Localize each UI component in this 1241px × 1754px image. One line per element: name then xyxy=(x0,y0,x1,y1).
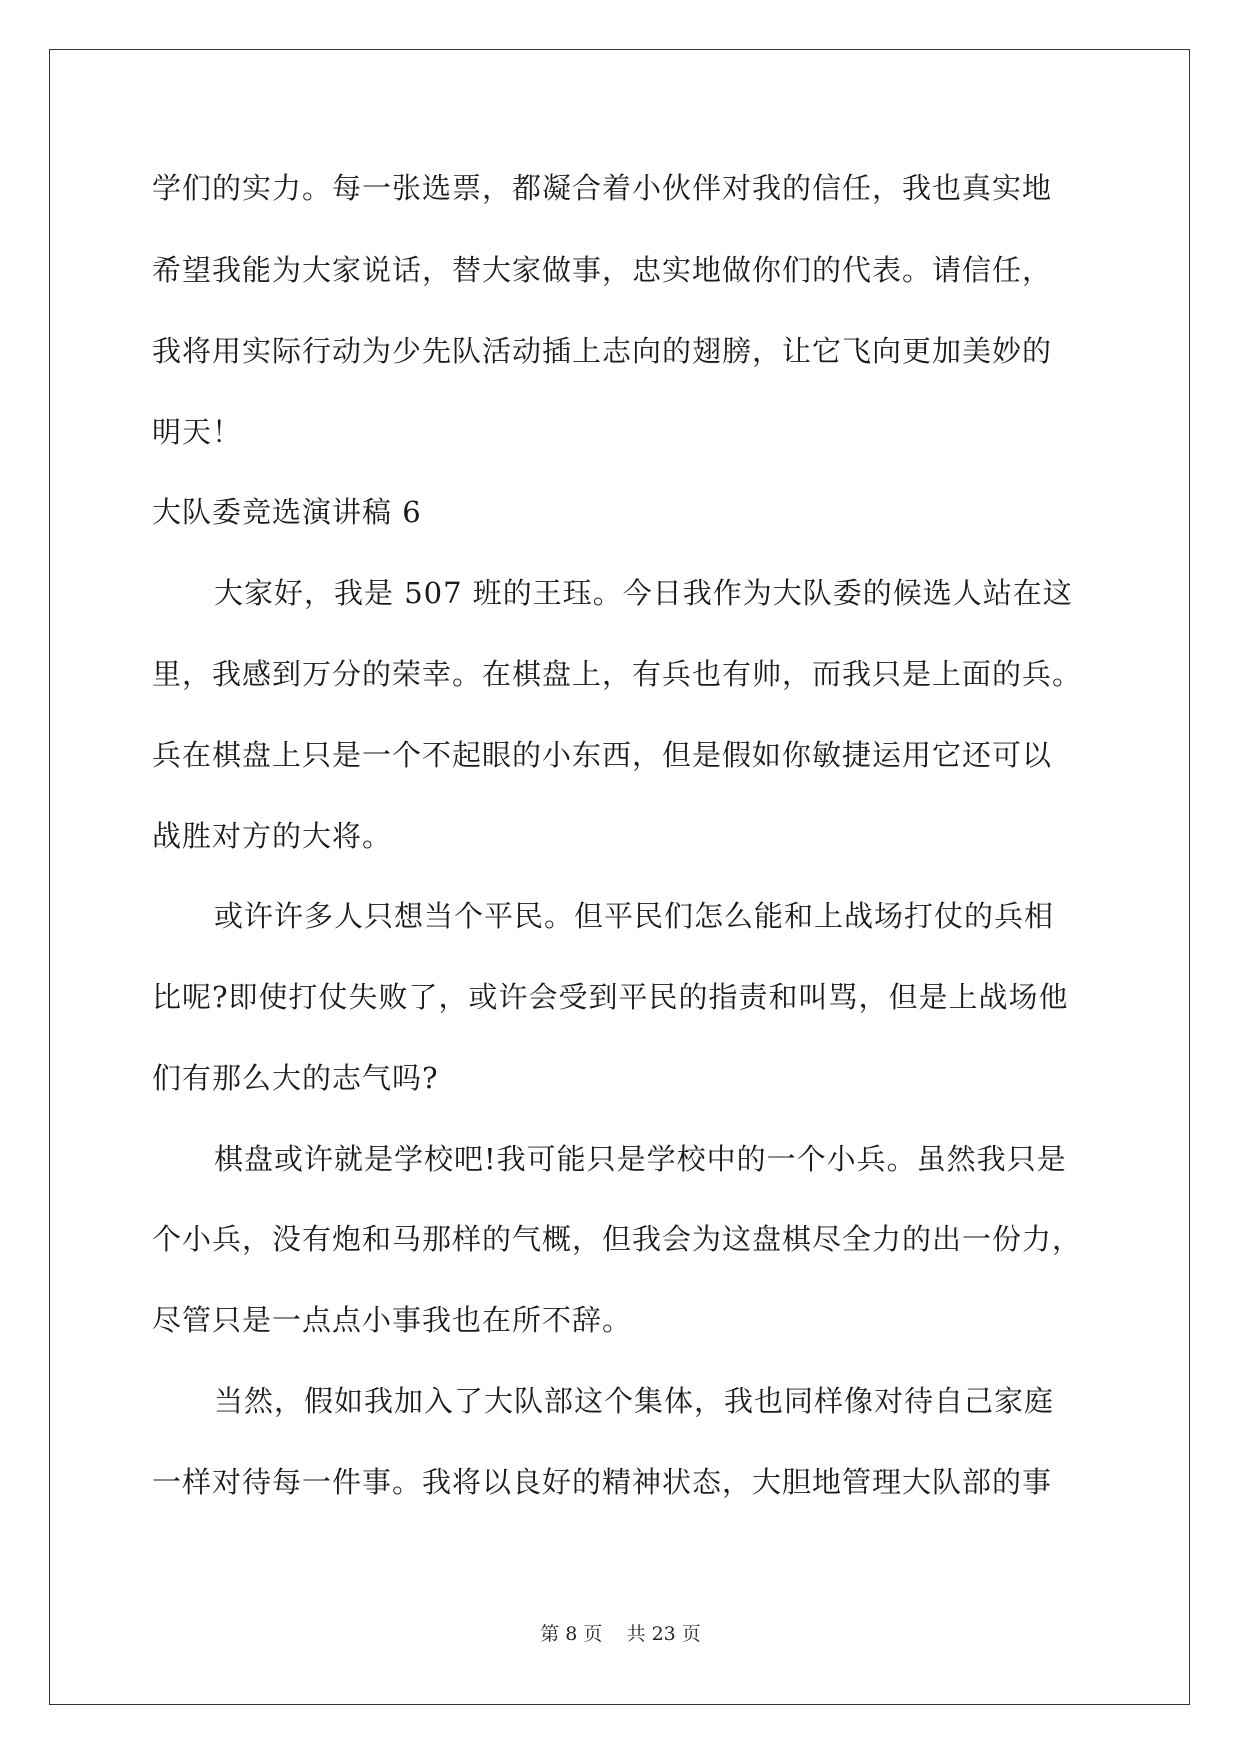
section-heading: 大队委竞选演讲稿 6 xyxy=(152,495,422,529)
paragraph-3-line-1: 棋盘或许就是学校吧!我可能只是学校中的一个小兵。虽然我只是 xyxy=(214,1142,1067,1176)
paragraph-3-line-3: 尽管只是一点点小事我也在所不辞。 xyxy=(152,1303,633,1337)
paragraph-3-line-2: 个小兵，没有炮和马那样的气概，但我会为这盘棋尽全力的出一份力， xyxy=(152,1222,1083,1256)
paragraph-1-line-4: 战胜对方的大将。 xyxy=(152,819,393,853)
body-line-2: 希望我能为大家说话，替大家做事，忠实地做你们的代表。请信任， xyxy=(152,253,1053,287)
page-footer xyxy=(0,1622,1241,1646)
paragraph-1-line-3: 兵在棋盘上只是一个不起眼的小东西，但是假如你敏捷运用它还可以 xyxy=(152,738,1053,772)
paragraph-1-line-1: 大家好，我是 507 班的王珏。今日我作为大队委的候选人站在这 xyxy=(214,576,1073,610)
page-number: 第 8 页 xyxy=(540,1623,603,1645)
paragraph-4-line-1: 当然，假如我加入了大队部这个集体，我也同样像对待自己家庭 xyxy=(214,1384,1055,1418)
paragraph-4-line-2: 一样对待每一件事。我将以良好的精神状态，大胆地管理大队部的事 xyxy=(152,1465,1053,1499)
page-border xyxy=(49,49,1190,1705)
paragraph-2-line-3: 们有那么大的志气吗? xyxy=(152,1061,439,1095)
paragraph-2-line-1: 或许许多人只想当个平民。但平民们怎么能和上战场打仗的兵相 xyxy=(214,899,1055,933)
body-line-1: 学们的实力。每一张选票，都凝合着小伙伴对我的信任，我也真实地 xyxy=(152,171,1053,205)
paragraph-1-line-2: 里，我感到万分的荣幸。在棋盘上，有兵也有帅，而我只是上面的兵。 xyxy=(152,657,1083,691)
body-line-3: 我将用实际行动为少先队活动插上志向的翅膀，让它飞向更加美妙的 xyxy=(152,334,1053,368)
total-pages: 共 23 页 xyxy=(626,1623,701,1645)
body-line-4: 明天！ xyxy=(152,415,243,449)
paragraph-2-line-2: 比呢?即使打仗失败了，或许会受到平民的指责和叫骂，但是上战场他 xyxy=(152,980,1069,1014)
